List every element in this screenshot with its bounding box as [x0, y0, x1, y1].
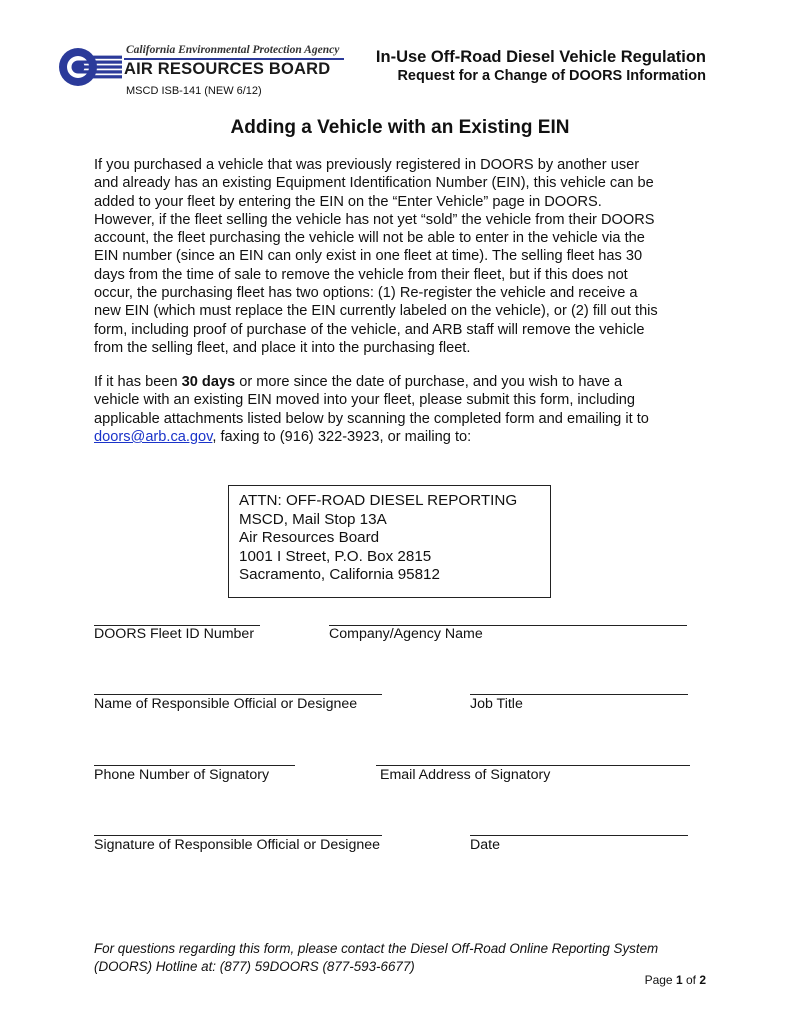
mailing-address-box — [228, 485, 551, 598]
board-name: AIR RESOURCES BOARD — [124, 60, 331, 78]
address-line: Air Resources Board — [239, 529, 380, 547]
paragraph-line — [94, 373, 714, 391]
footer-line: (DOORS) Hotline at: (877) 59DOORS (877-593-6677) — [94, 959, 415, 974]
address-line: 1001 I Street, P.O. Box 2815 — [239, 547, 432, 565]
request-subtitle: Request for a Change of DOORS Information — [397, 68, 706, 84]
paragraph-line — [94, 428, 714, 446]
arb-logo-icon — [58, 46, 122, 88]
text-run: , faxing to (916) 322-3923, or mailing to: — [212, 428, 472, 445]
address-line: MSCD, Mail Stop 13A — [239, 510, 387, 528]
intro-paragraph — [94, 156, 714, 357]
paragraph-line: added to your fleet by entering the EIN on the “Enter Vehicle” page in DOORS. — [94, 193, 602, 210]
phone-label: Phone Number of Signatory — [94, 767, 270, 783]
footer-line: For questions regarding this form, please contact the Diesel Off-Road Online Reporting System — [94, 941, 659, 956]
date-label: Date — [470, 837, 500, 853]
paragraph-line: occur, the purchasing fleet has two options: (1) Re-register the vehicle and receive a — [94, 285, 638, 302]
submission-paragraph — [94, 373, 714, 446]
paragraph-line: form, including proof of purchase of the vehicle, and ARB staff will remove the vehicle — [94, 321, 645, 338]
paragraph-line: However, if the fleet selling the vehicle has not yet “sold” the vehicle from their DOORS — [94, 211, 655, 228]
official-name-field[interactable] — [94, 694, 382, 695]
text-run: If it has been — [94, 374, 182, 390]
paragraph-line: new EIN (which must replace the EIN currently labeled on the vehicle), or (2) fill out this — [94, 303, 658, 320]
page-middle: of — [682, 973, 700, 987]
page-prefix: Page — [644, 973, 676, 987]
date-field[interactable] — [470, 835, 688, 836]
address-line: Sacramento, California 95812 — [239, 566, 440, 584]
signature-field[interactable] — [94, 835, 382, 836]
page-total: 2 — [699, 973, 706, 987]
regulation-title: In-Use Off-Road Diesel Vehicle Regulation — [375, 48, 706, 66]
paragraph-line: If you purchased a vehicle that was previously registered in DOORS by another user — [94, 157, 640, 173]
official-name-label: Name of Responsible Official or Designee — [94, 696, 358, 712]
job-title-field[interactable] — [470, 694, 688, 695]
email-label: Email Address of Signatory — [380, 767, 551, 783]
paragraph-line: EIN number (since an EIN can only exist in one fleet at time). The selling fleet has 30 — [94, 248, 643, 265]
address-line: ATTN: OFF-ROAD DIESEL REPORTING — [239, 492, 518, 509]
agency-name: California Environmental Protection Agency — [126, 44, 340, 56]
fleet-id-label: DOORS Fleet ID Number — [94, 626, 255, 642]
paragraph-line: from the selling fleet, and place it into the purchasing fleet. — [94, 339, 471, 356]
form-id: MSCD ISB-141 (NEW 6/12) — [126, 85, 262, 97]
company-label: Company/Agency Name — [329, 626, 483, 642]
days-emphasis: 30 days — [181, 374, 236, 390]
page-title: Adding a Vehicle with an Existing EIN — [230, 117, 570, 138]
paragraph-line: applicable attachments listed below by scanning the completed form and emailing it to — [94, 410, 649, 427]
paragraph-line: and already has an existing Equipment Identification Number (EIN), this vehicle can be — [94, 175, 654, 192]
phone-field[interactable] — [94, 765, 295, 766]
hotline-footer — [94, 940, 658, 976]
paragraph-line: account, the fleet purchasing the vehicle will not be able to enter in the vehicle via the — [94, 230, 645, 247]
email-field[interactable] — [376, 765, 690, 766]
job-title-label: Job Title — [470, 696, 523, 712]
signature-label: Signature of Responsible Official or Designee — [94, 837, 381, 853]
text-run: or more since the date of purchase, and you wish to have a — [235, 374, 623, 390]
paragraph-line: days from the time of sale to remove the vehicle from their fleet, but if this does not — [94, 266, 628, 283]
email-link[interactable]: doors@arb.ca.gov — [94, 428, 213, 445]
page-number — [645, 973, 706, 987]
paragraph-line: vehicle with an existing EIN moved into your fleet, please submit this form, including — [94, 392, 636, 409]
page-current: 1 — [675, 973, 683, 987]
